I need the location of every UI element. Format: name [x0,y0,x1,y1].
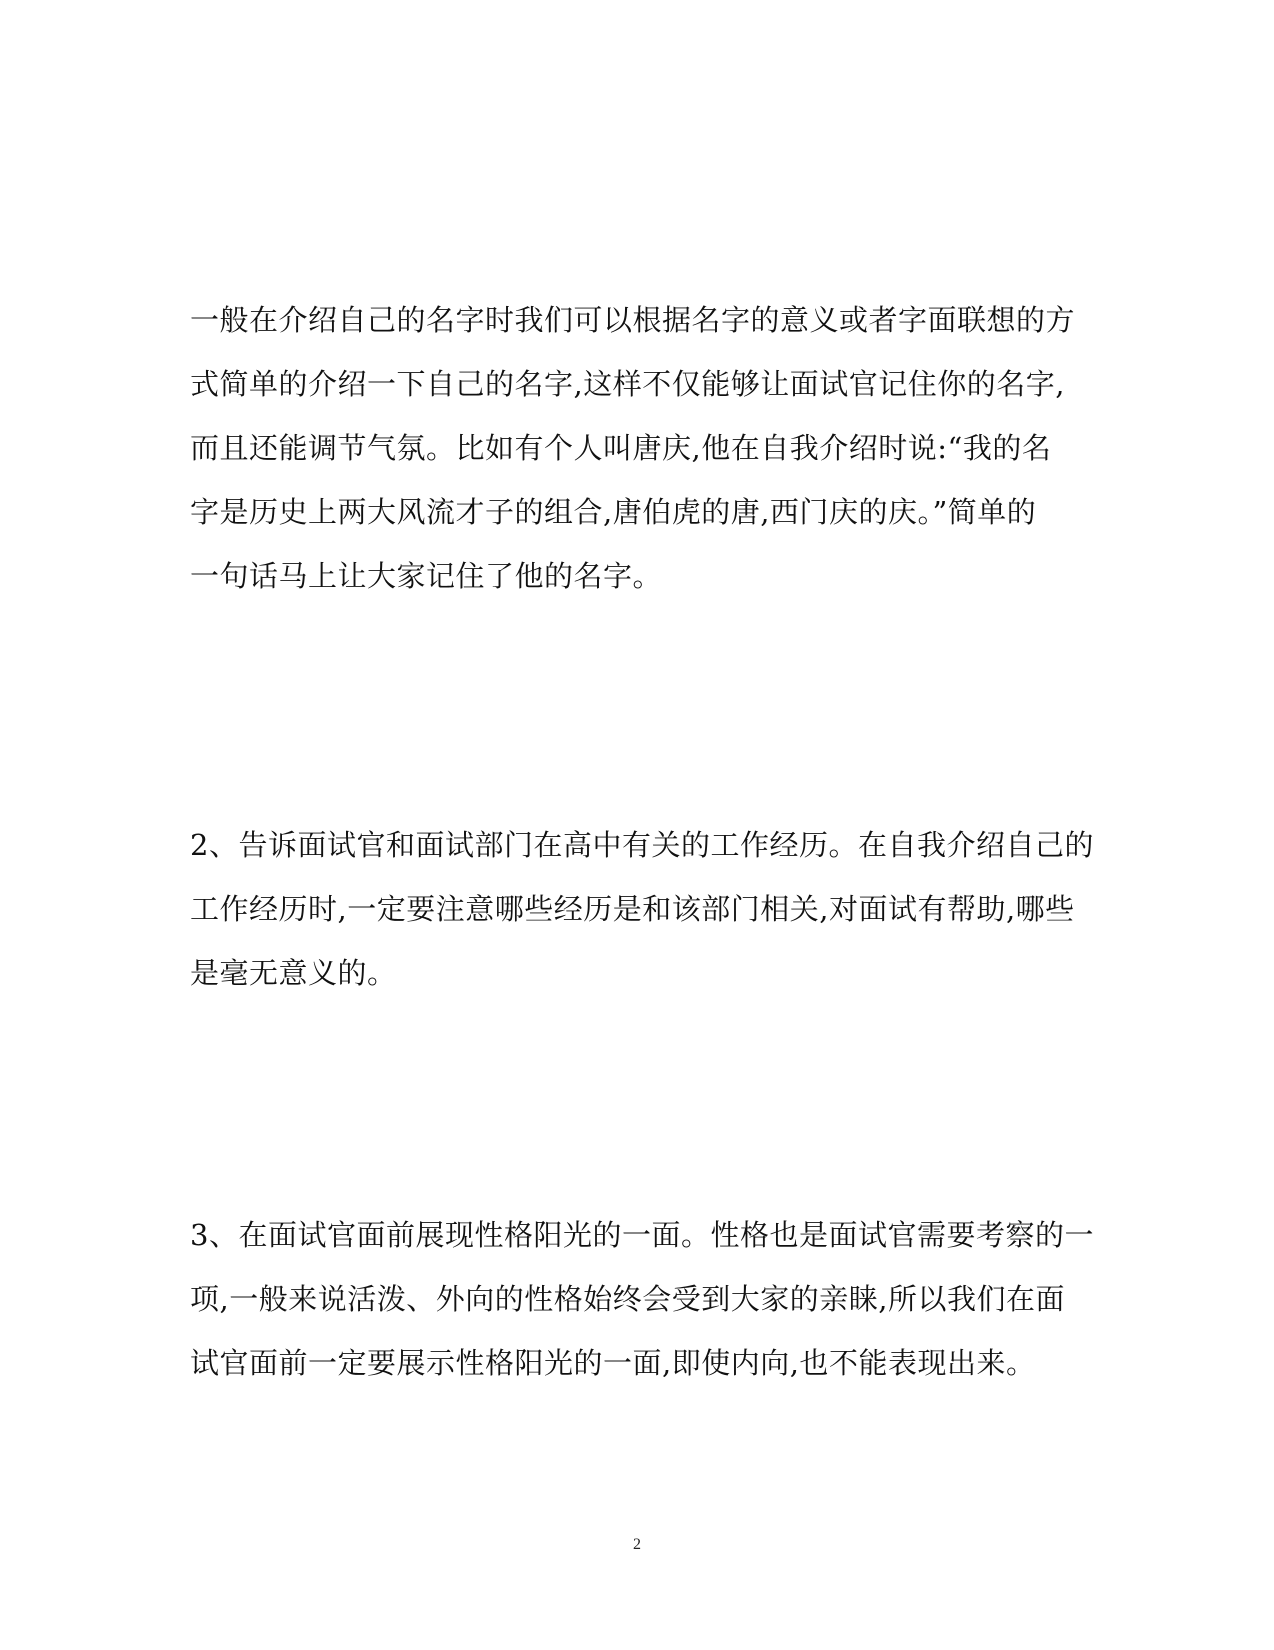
paragraph-personality [190,1203,1094,1395]
text-line: 字是历史上两大风流才子的组合,唐伯虎的唐,西门庆的庆。”简单的 [190,495,1037,529]
text-line: 试官面前一定要展示性格阳光的一面,即使内向,也不能表现出来。 [190,1346,1036,1380]
text-line: 3、在面试官面前展现性格阳光的一面。性格也是面试官需要考察的一 [190,1218,1094,1252]
text-line: 一般在介绍自己的名字时我们可以根据名字的意义或者字面联想的方 [190,303,1076,337]
text-line: 一句话马上让大家记住了他的名字。 [190,559,663,593]
paragraph-work-experience [190,813,1094,1005]
text-line: 而且还能调节气氛。比如有个人叫唐庆,他在自我介绍时说:“我的名 [190,431,1052,465]
text-line: 项,一般来说活泼、外向的性格始终会受到大家的亲睐,所以我们在面 [190,1282,1065,1316]
text-line: 2、告诉面试官和面试部门在高中有关的工作经历。在自我介绍自己的 [190,828,1094,862]
paragraph-name-introduction [190,288,1080,608]
text-line: 工作经历时,一定要注意哪些经历是和该部门相关,对面试有帮助,哪些 [190,892,1075,926]
text-line: 式简单的介绍一下自己的名字,这样不仅能够让面试官记住你的名字, [190,367,1065,401]
page-number: 2 [633,1536,641,1553]
text-line: 是毫无意义的。 [190,956,397,990]
